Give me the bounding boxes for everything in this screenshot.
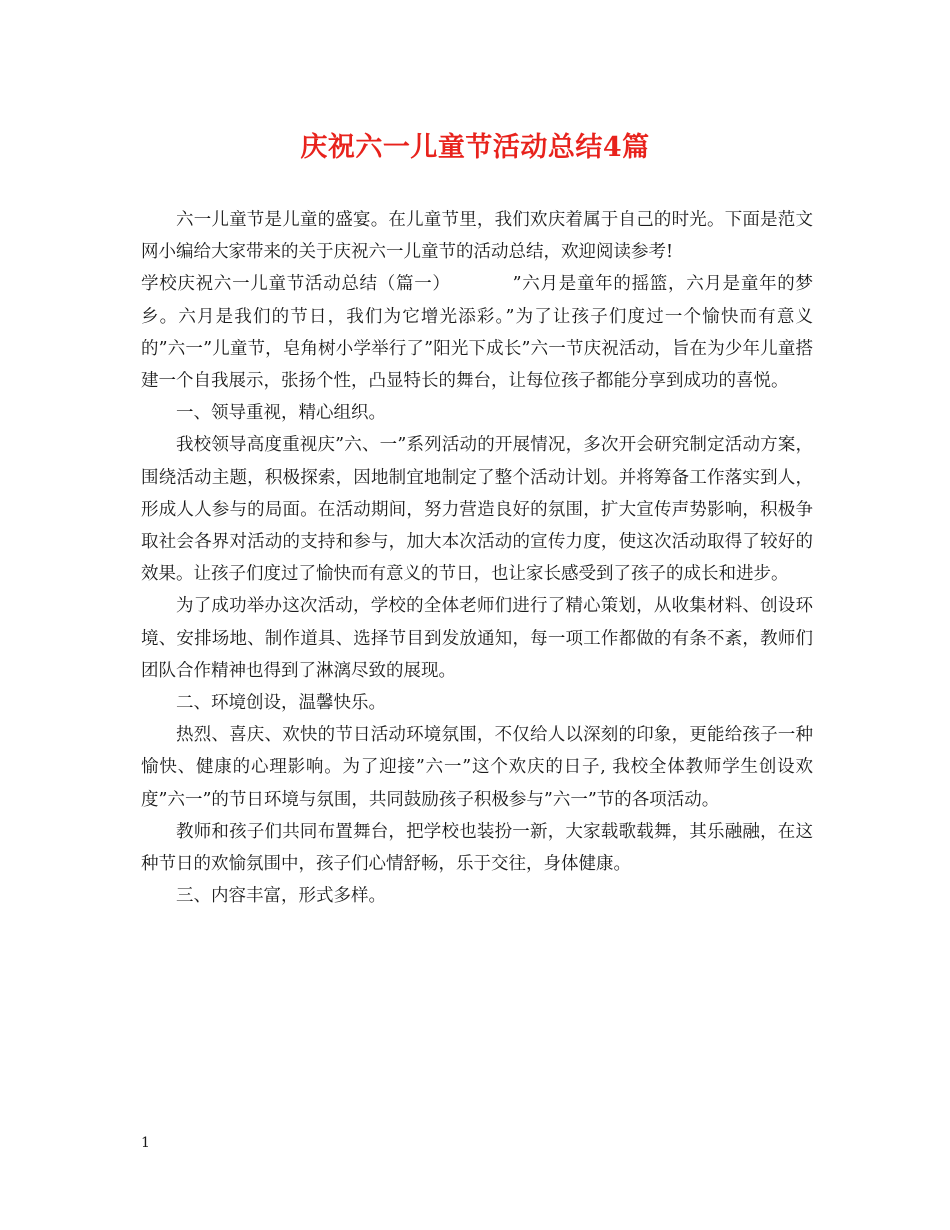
section-heading-3: 三、内容丰富，形式多样。 xyxy=(176,886,386,907)
article-lead: ”六月是童年的摇篮，六月是童年的梦乡。六月是我们的节日，我们为它增光添彩。”为了让孩子们度过一个愉快而有意义的”六一”儿童节，皂角树小学举行了”阳光下成长”六一节庆祝活动，旨在为少年儿童搭建一个自我展示，张扬个性，凸显特长的舞台，让每位孩子都能分享到成功的喜悦。 xyxy=(141,274,814,392)
article-heading: 学校庆祝六一儿童节活动总结（篇一） xyxy=(141,274,451,295)
section-1-paragraph-1: 我校领导高度重视庆”六、一”系列活动的开展情况，多次开会研究制定活动方案，围绕活动主题，积极探索，因地制宜地制定了整个活动计划。并将筹备工作落实到人，形成人人参与的局面。在活动期间，努力营造良好的氛围，扩大宣传声势影响，积极争取社会各界对活动的支持和参与，加大本次活动的宣传力度，使这次活动取得了较好的效果。让孩子们度过了愉快而有意义的节日，也让家长感受到了孩子的成长和进步。 xyxy=(141,435,813,585)
section-heading-2: 二、环境创设，温馨快乐。 xyxy=(176,693,386,714)
page-number: 1 xyxy=(141,1135,150,1151)
section-2-paragraph-2: 教师和孩子们共同布置舞台，把学校也装扮一新，大家载歌载舞，其乐融融，在这种节日的欢愉氛围中，孩子们心情舒畅，乐于交往，身体健康。 xyxy=(141,821,813,875)
section-1-paragraph-2: 为了成功举办这次活动，学校的全体老师们进行了精心策划，从收集材料、创设环境、安排场地、制作道具、选择节目到发放通知，每一项工作都做的有条不紊，教师们团队合作精神也得到了淋漓尽致的展现。 xyxy=(141,596,813,681)
article-first-paragraph xyxy=(141,268,813,397)
section-2-paragraph-1: 热烈、喜庆、欢快的节日活动环境氛围，不仅给人以深刻的印象，更能给孩子一种愉快、健康的心理影响。为了迎接”六一”这个欢庆的日子, 我校全体教师学生创设欢度”六一”的节日环境与氛围，共同鼓励孩子积极参与”六一”节的各项活动。 xyxy=(141,725,813,810)
section-heading-1: 一、领导重视，精心组织。 xyxy=(176,403,386,424)
document-title: 庆祝六一儿童节活动总结4篇 xyxy=(300,132,650,163)
document-body xyxy=(141,204,813,912)
intro-paragraph: 六一儿童节是儿童的盛宴。在儿童节里，我们欢庆着属于自己的时光。下面是范文网小编给大家带来的关于庆祝六一儿童节的活动总结，欢迎阅读参考! xyxy=(141,210,813,263)
